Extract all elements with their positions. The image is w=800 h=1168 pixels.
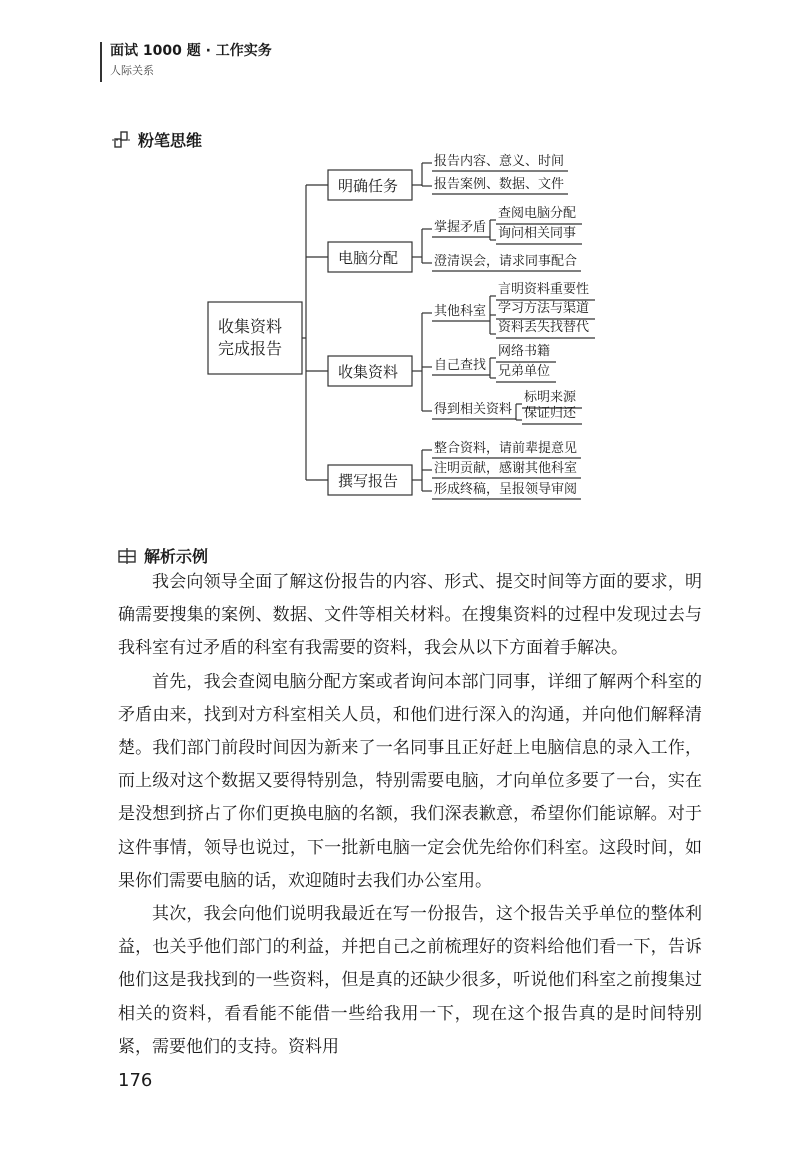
- mindmap-item-label: 澄清误会，请求同事配合: [434, 254, 578, 269]
- mindmap-item-label: 报告案例、数据、文件: [434, 177, 565, 192]
- mindmap-child-label: 兄弟单位: [498, 364, 551, 379]
- mindmap-root-box: [208, 302, 302, 374]
- mindmap-item-label: 注明贡献，感谢其他科室: [434, 461, 578, 476]
- mindmap-item-label: 形成终稿，呈报领导审阅: [434, 482, 578, 497]
- mindmap-item-label: 得到相关资料: [434, 402, 513, 417]
- mindmap-branch-label-1: 明确任务: [338, 177, 399, 195]
- mindmap-child-label: 查阅电脑分配: [498, 206, 577, 221]
- mindmap-item-label: 整合资料，请前辈提意见: [434, 441, 578, 456]
- mindmap-child-label: 询问相关同事: [498, 226, 577, 241]
- analysis-section-heading: [118, 544, 208, 567]
- paragraph-1: 我会向领导全面了解这份报告的内容、形式、提交时间等方面的要求，明确需要搜集的案例、数据、文件等相关材料。在搜集资料的过程中发现过去与我科室有过矛盾的科室有我需要的资料，我会从以下方面着手解决。: [118, 572, 702, 659]
- mindmap-child-label: 言明资料重要性: [498, 282, 590, 297]
- chapter-subtitle: 人际关系: [110, 64, 154, 77]
- mindmap-child-label: 保证归还: [524, 406, 577, 421]
- analysis-body: [118, 566, 702, 1064]
- mindmap-child-label: 资料丢失找替代: [498, 320, 590, 335]
- mindmap-section-title: 粉笔思维: [138, 131, 203, 150]
- mindmap-branch-label-2: 电脑分配: [338, 249, 399, 267]
- mindmap-item-label: 报告内容、意义、时间: [434, 154, 565, 169]
- mindmap-nodes: [208, 153, 589, 497]
- paragraph-2: 首先，我会查阅电脑分配方案或者询问本部门同事，详细了解两个科室的矛盾由来，找到对方科室相关人员，和他们进行深入的沟通，并向他们解释清楚。我们部门前段时间因为新来了一名同事且正好赶上电脑信息的录入工作，而上级对这个数据又要得特别急，特别需要电脑，才向单位多要了一台，实在是没想到挤占了你们更换电脑的名额，我们深表歉意，希望你们能谅解。对于这件事情，领导也说过，下一批新电脑一定会优先给你们科室。这段时间，如果你们需要电脑的话，欢迎随时去我们办公室用。: [118, 671, 702, 891]
- mindmap-item-label: 其他科室: [434, 304, 487, 319]
- running-header: [100, 36, 300, 82]
- mindmap-root-text-2: 完成报告: [218, 339, 283, 358]
- analysis-icon: [118, 547, 136, 565]
- paragraph-3: 其次，我会向他们说明我最近在写一份报告，这个报告关乎单位的整体利益，也关乎他们部门的利益，并把自己之前梳理好的资料给他们看一下，告诉他们这是我找到的一些资料，但是真的还缺少很多，听说他们科室之前搜集过相关的资料，看看能不能借一些给我用一下，现在这个报告真的是时间特别紧，需要他们的支持。资料用: [118, 904, 702, 1057]
- mindmap-root-text-1: 收集资料: [218, 317, 283, 336]
- mindmap-branch-label-3: 收集资料: [338, 363, 399, 381]
- mindmap-item-label: 掌握矛盾: [434, 220, 487, 235]
- page-number: 176: [118, 1070, 153, 1091]
- mindmap-child-label: 学习方法与渠道: [498, 301, 590, 316]
- book-title: 面试 1000 题 · 工作实务: [110, 43, 272, 59]
- analysis-section-title: 解析示例: [144, 547, 209, 566]
- mindmap-child-label: 标明来源: [524, 390, 577, 405]
- mind-map: [0, 140, 800, 520]
- mindmap-child-label: 网络书籍: [498, 344, 551, 359]
- header-rule: [100, 42, 102, 82]
- mindmap-branch-label-4: 撰写报告: [338, 472, 399, 490]
- mindmap-item-label: 自己查找: [434, 358, 487, 373]
